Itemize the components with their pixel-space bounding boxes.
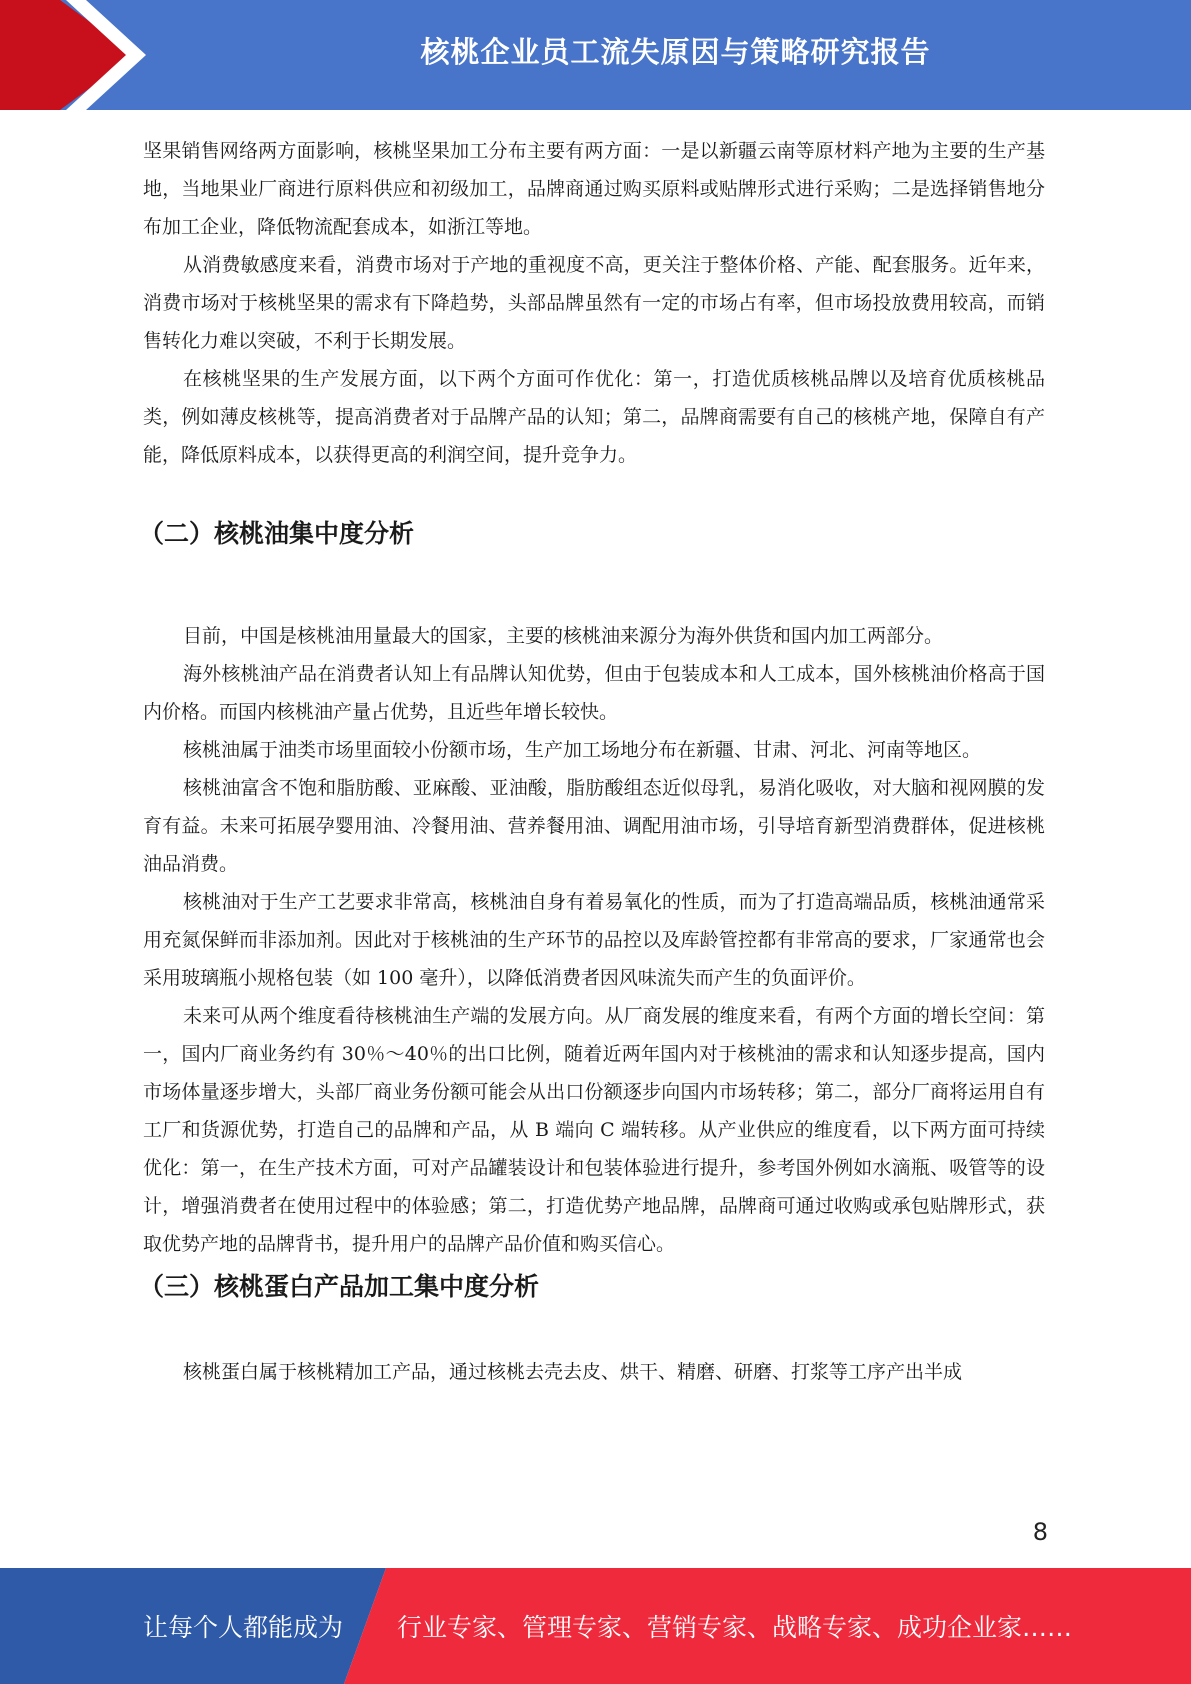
section-heading-walnut-oil: （二）核桃油集中度分析 bbox=[139, 519, 415, 548]
report-title: 核桃企业员工流失原因与策略研究报告 bbox=[420, 34, 931, 69]
paragraph-oil-overseas: 海外核桃油产品在消费者认知上有品牌认知优势，但由于包装成本和人工成本，国外核桃油价格高于国内价格。而国内核桃油产量占优势，且近些年增长较快。 bbox=[143, 663, 1045, 723]
paragraph-consumer-sensitivity: 从消费敏感度来看，消费市场对于产地的重视度不高，更关注于整体价格、产能、配套服务。近年来，消费市场对于核桃坚果的需求有下降趋势，头部品牌虽然有一定的市场占有率，但市场投放费用较高，而销售转化力难以突破，不利于长期发展。 bbox=[143, 254, 1045, 352]
page-header bbox=[0, 0, 1191, 110]
header-corner-chevron bbox=[0, 0, 160, 110]
footer-slogan-left: 让每个人都能成为 bbox=[143, 1613, 344, 1642]
paragraph-oil-market-share: 核桃油属于油类市场里面较小份额市场，生产加工场地分布在新疆、甘肃、河北、河南等地区。 bbox=[183, 739, 982, 761]
paragraph-intro-continued: 坚果销售网络两方面影响，核桃坚果加工分布主要有两方面：一是以新疆云南等原材料产地为主要的生产基地，当地果业厂商进行原料供应和初级加工，品牌商通过购买原料或贴牌形式进行采购；二是选择销售地分布加工企业，降低物流配套成本，如浙江等地。 bbox=[143, 140, 1045, 238]
paragraph-oil-process: 核桃油对于生产工艺要求非常高，核桃油自身有着易氧化的性质，而为了打造高端品质，核桃油通常采用充氮保鲜而非添加剂。因此对于核桃油的生产环节的品控以及库龄管控都有非常高的要求，厂家通常也会采用玻璃瓶小规格包装（如 100 毫升），以降低消费者因风味流失而产生的负面评价。 bbox=[143, 891, 1045, 989]
footer-slogan-right: 行业专家、管理专家、营销专家、战略专家、成功企业家…… bbox=[397, 1613, 1073, 1642]
document-body bbox=[139, 132, 1045, 1391]
page-number: 8 bbox=[1032, 1518, 1048, 1546]
paragraph-production-optimization: 在核桃坚果的生产发展方面，以下两个方面可作优化：第一，打造优质核桃品牌以及培育优质核桃品类，例如薄皮核桃等，提高消费者对于品牌产品的认知；第二，品牌商需要有自己的核桃产地，保障自有产能，降低原料成本，以获得更高的利润空间，提升竞争力。 bbox=[143, 368, 1045, 466]
section-heading-walnut-protein: （三）核桃蛋白产品加工集中度分析 bbox=[139, 1272, 540, 1301]
paragraph-oil-source: 目前，中国是核桃油用量最大的国家，主要的核桃油来源分为海外供货和国内加工两部分。 bbox=[183, 625, 944, 647]
page-footer bbox=[0, 1568, 1191, 1684]
paragraph-oil-future: 未来可从两个维度看待核桃油生产端的发展方向。从厂商发展的维度来看，有两个方面的增长空间：第一，国内厂商业务约有 30％～40％的出口比例，随着近两年国内对于核桃油的需求和认知逐步提高，国内市场体量逐步增大，头部厂商业务份额可能会从出口份额逐步向国内市场转移；第二，部分厂商将运用自有工厂和货源优势，打造自己的品牌和产品，从 B 端向 C 端转移。从产业供应的维度看，以下两方面可持续优化：第一，在生产技术方面，可对产品罐装设计和包装体验进行提升，参考国外例如水滴瓶、吸管等的设计，增强消费者在使用过程中的体验感；第二，打造优势产地品牌，品牌商可通过收购或承包贴牌形式，获取优势产地的品牌背书，提升用户的品牌产品价值和购买信心。 bbox=[143, 1005, 1045, 1255]
paragraph-protein-intro: 核桃蛋白属于核桃精加工产品，通过核桃去壳去皮、烘干、精磨、研磨、打浆等工序产出半成 bbox=[183, 1361, 963, 1383]
paragraph-oil-nutrition: 核桃油富含不饱和脂肪酸、亚麻酸、亚油酸，脂肪酸组态近似母乳，易消化吸收，对大脑和视网膜的发育有益。未来可拓展孕婴用油、冷餐用油、营养餐用油、调配用油市场，引导培育新型消费群体，促进核桃油品消费。 bbox=[143, 777, 1045, 875]
